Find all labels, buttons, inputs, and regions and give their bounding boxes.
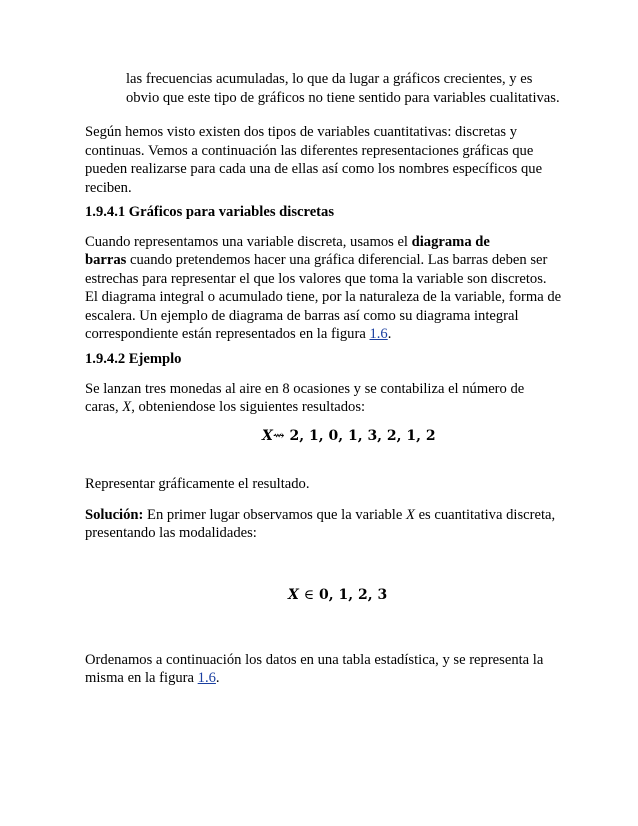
intro-line-2: obvio que este tipo de gráficos no tiene sentido para variables cualitativas. [126,90,560,106]
paragraph-line: reciben. [85,180,132,196]
formula-variable: X [262,428,273,444]
text: . [215,670,220,686]
text: es cuantitativa discreta, [414,507,556,523]
section-heading-example: 1.9.4.2 Ejemplo [85,351,182,367]
figure-link[interactable]: 1.6 [197,670,216,686]
text: cuando pretendemos hacer una gráfica diferencial. Las barras deben ser [126,252,548,268]
section1-line-5: escalera. Un ejemplo de diagrama de barras así como su diagrama integral [85,308,519,324]
section-heading-discrete: 1.9.4.1 Gráficos para variables discretas [85,204,335,220]
section1-line-4: El diagrama integral o acumulado tiene, por la naturaleza de la variable, forma de [85,289,562,305]
example-line-2 [85,398,555,417]
squiggly-arrow-icon: ⇝ [272,428,285,444]
text: misma en la figura [85,670,198,686]
solution-line-1 [85,506,555,525]
figure-link[interactable]: 1.6 [369,326,388,342]
variable-x: X [406,507,415,523]
closing-line-1: Ordenamos a continuación los datos en una tabla estadística, y se representa la [85,652,544,668]
section1-line-6 [85,325,555,344]
solution-label: Solución: [85,507,144,523]
element-of-icon: ∈ [303,587,315,603]
intro-line-1: las frecuencias acumuladas, lo que da lugar a gráficos crecientes, y es [126,71,533,87]
formula-variable: X [288,587,299,603]
term-diagrama-de: diagrama de [411,234,490,250]
text: caras, [85,399,123,415]
formula-values: 0, 1, 2, 3 [319,587,388,603]
paragraph-line: pueden realizarse para cada una de ellas así como los nombres específicos que [85,161,543,177]
text: correspondiente están representados en la figura [85,326,370,342]
formula-results [262,428,436,444]
term-barras: barras [85,252,127,268]
section1-line-2 [85,251,555,270]
variable-x: X [122,399,132,415]
text: Cuando representamos una variable discreta, usamos el [85,234,412,250]
paragraph-line: continuas. Vemos a continuación las diferentes representaciones gráficas que [85,143,534,159]
section1-line-1 [85,233,555,252]
text: . [387,326,392,342]
closing-line-2 [85,669,555,688]
paragraph-line: Según hemos visto existen dos tipos de variables cuantitativas: discretas y [85,124,518,140]
text: En primer lugar observamos que la variable [143,507,406,523]
section1-line-3: estrechas para representar el que los valores que toma la variable son discretos. [85,271,547,287]
solution-line-2: presentando las modalidades: [85,525,257,541]
text: , obteniendose los siguientes resultados: [131,399,366,415]
formula-modalities [288,587,387,603]
example-line-1: Se lanzan tres monedas al aire en 8 ocasiones y se contabiliza el número de [85,381,525,397]
instruction-line: Representar gráficamente el resultado. [85,476,310,492]
formula-values: 2, 1, 0, 1, 3, 2, 1, 2 [289,428,436,444]
